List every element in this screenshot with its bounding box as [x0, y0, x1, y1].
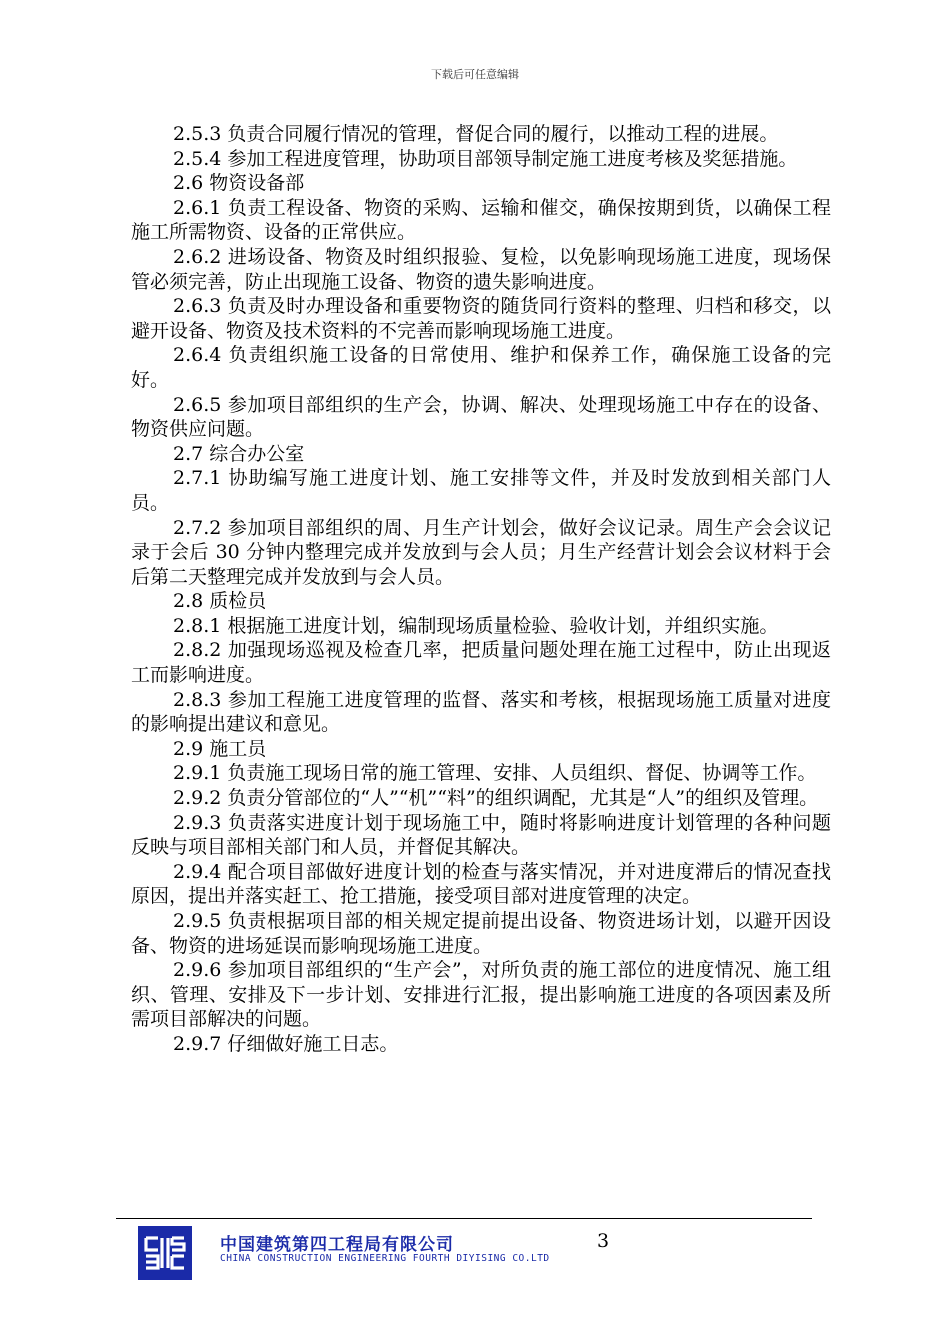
paragraph: 2.9.6 参加项目部组织的“生产会”，对所负责的施工部位的进度情况、施工组织、管理、安排及下一步计划、安排进行汇报，提出影响施工进度的各项因素及所需项目部解决的问题。 — [131, 959, 831, 1031]
paragraph: 2.9.7 仔细做好施工日志。 — [173, 1032, 399, 1055]
paragraph: 2.6.3 负责及时办理设备和重要物资的随货同行资料的整理、归档和移交，以避开设备、物资及技术资料的不完善而影响现场施工进度。 — [131, 295, 831, 342]
company-name-chinese: 中国建筑第四工程局有限公司 — [220, 1235, 454, 1255]
paragraph: 2.7.2 参加项目部组织的周、月生产计划会，做好会议记录。周生产会会议记录于会后 30 分钟内整理完成并发放到与会人员；月生产经营计划会会议材料于会后第二天整理完成并发放到与会人员。 — [131, 516, 831, 588]
paragraph: 2.6.4 负责组织施工设备的日常使用、维护和保养工作，确保施工设备的完好。 — [131, 344, 831, 391]
company-name-english: CHINA CONSTRUCTION ENGINEERING FOURTH DIYISING CO.LTD — [220, 1253, 550, 1264]
document-body — [131, 122, 831, 1057]
paragraph: 2.9.5 负责根据项目部的相关规定提前提出设备、物资进场计划，以避开因设备、物资的进场延误而影响现场施工进度。 — [131, 910, 831, 957]
paragraph: 2.8.3 参加工程施工进度管理的监督、落实和考核，根据现场施工质量对进度的影响提出建议和意见。 — [131, 688, 831, 736]
cscec-logo-graphic — [140, 1228, 190, 1278]
paragraph: 2.7 综合办公室 — [173, 442, 305, 465]
paragraph: 2.9.1 负责施工现场日常的施工管理、安排、人员组织、督促、协调等工作。 — [173, 762, 817, 785]
paragraph: 2.9 施工员 — [173, 737, 267, 760]
paragraph: 2.6.2 进场设备、物资及时组织报验、复检，以免影响现场施工进度，现场保管必须完善，防止出现施工设备、物资的遗失影响进度。 — [131, 245, 831, 293]
paragraph: 2.8.2 加强现场巡视及检查几率，把质量问题处理在施工过程中，防止出现返工而影响进度。 — [131, 639, 831, 687]
paragraph: 2.6 物资设备部 — [173, 172, 305, 195]
footer-divider — [116, 1218, 812, 1219]
paragraph: 2.5.3 负责合同履行情况的管理，督促合同的履行，以推动工程的进展。 — [173, 123, 779, 145]
page-number: 3 — [597, 1230, 610, 1252]
paragraph: 2.6.1 负责工程设备、物资的采购、运输和催交，确保按期到货，以确保工程施工所需物资、设备的正常供应。 — [131, 196, 831, 244]
paragraph: 2.9.2 负责分管部位的“人”“机”“料”的组织调配，尤其是“人”的组织及管理。 — [173, 787, 819, 810]
paragraph: 2.5.4 参加工程进度管理，协助项目部领导制定施工进度考核及奖惩措施。 — [173, 147, 798, 170]
paragraph: 2.9.4 配合项目部做好进度计划的检查与落实情况，并对进度滞后的情况查找原因，提出并落实赶工、抢工措施，接受项目部对进度管理的决定。 — [131, 860, 831, 908]
paragraph: 2.8 质检员 — [173, 590, 267, 613]
cscec-logo-icon — [138, 1226, 192, 1280]
paragraph: 2.6.5 参加项目部组织的生产会，协调、解决、处理现场施工中存在的设备、物资供应问题。 — [131, 393, 831, 441]
paragraph: 2.8.1 根据施工进度计划，编制现场质量检验、验收计划，并组织实施。 — [173, 614, 779, 637]
paragraph: 2.9.3 负责落实进度计划于现场施工中，随时将影响进度计划管理的各种问题反映与项目部相关部门和人员，并督促其解决。 — [131, 811, 831, 859]
paragraph: 2.7.1 协助编写施工进度计划、施工安排等文件，并及时发放到相关部门人员。 — [131, 467, 831, 514]
header-watermark: 下载后可任意编辑 — [431, 68, 519, 81]
